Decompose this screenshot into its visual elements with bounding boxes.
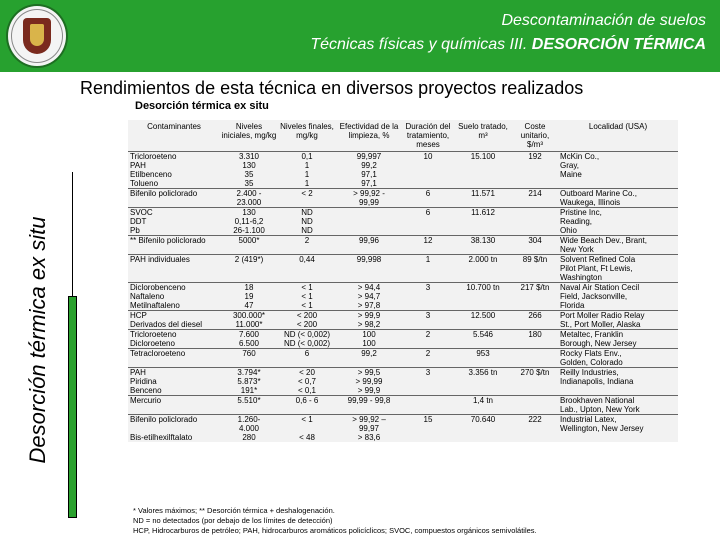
table-cell: < 1 < 1 < 1 — [278, 283, 336, 311]
table-cell: < 200 < 200 — [278, 311, 336, 330]
footnote: ND = no detectados (por debajo de los límites de detección) — [133, 516, 333, 525]
table-cell: 5000* — [220, 236, 278, 255]
table-cell: 18 19 47 — [220, 283, 278, 311]
header-title-line2 — [310, 36, 706, 54]
table-cell: Wide Beach Dev., Brant, New York — [558, 236, 678, 255]
table-cell: Naval Air Station Cecil Field, Jacksonville, Florida — [558, 283, 678, 311]
table-cell: 99,2 — [336, 349, 402, 368]
table-title: Desorción térmica ex situ — [135, 100, 269, 112]
table-cell — [512, 349, 558, 368]
col-header: Localidad (USA) — [558, 120, 678, 152]
col-header: Efectividad de la limpieza, % — [336, 120, 402, 152]
table-cell: 2.000 tn — [454, 255, 512, 283]
crest-emblem-icon — [30, 24, 44, 46]
table-cell: 89 $/tn — [512, 255, 558, 283]
table-cell: 6 — [402, 189, 454, 208]
col-header: Niveles finales, mg/kg — [278, 120, 336, 152]
table-cell: Tricloroeteno PAH Etilbenceno Tolueno — [130, 152, 177, 188]
table-cell: Port Moller Radio Relay St., Port Moller, Alaska — [558, 311, 678, 330]
table-body — [128, 152, 678, 443]
table-cell: 304 — [512, 236, 558, 255]
university-crest-logo — [6, 4, 68, 68]
table-cell: Industrial Latex, Wellington, New Jersey — [558, 415, 678, 443]
table-cell: 12.500 — [454, 311, 512, 330]
table-cell: 222 — [512, 415, 558, 443]
header-bar — [0, 0, 720, 72]
table-cell: Rocky Flats Env., Golden, Colorado — [558, 349, 678, 368]
table-cell — [512, 396, 558, 415]
table-row — [128, 283, 678, 311]
header-title-line2-prefix: Técnicas físicas y químicas III. — [310, 36, 532, 53]
table-cell: 214 — [512, 189, 558, 208]
table-cell: 12 — [402, 236, 454, 255]
side-accent-bar — [68, 296, 77, 518]
table-cell: HCP Derivados del diesel — [128, 311, 220, 330]
table-cell: > 99,92 – 99,97 > 83,6 — [336, 415, 402, 443]
table-cell: Mercurio — [128, 396, 220, 415]
table-cell: Bifenilo policlorado — [128, 189, 220, 208]
table-cell: 6 — [278, 349, 336, 368]
table-cell: 3 — [402, 368, 454, 396]
table-cell: 10 — [423, 152, 433, 161]
table-cell: 3.310 130 35 35 — [238, 152, 260, 188]
table-cell: 0,44 — [278, 255, 336, 283]
table-cell: ** Bifenilo policlorado — [128, 236, 220, 255]
table-cell: 10.700 tn — [454, 283, 512, 311]
table-cell — [512, 208, 558, 236]
table-cell: 1 — [402, 255, 454, 283]
table-cell: 270 $/tn — [512, 368, 558, 396]
table-row — [128, 236, 678, 255]
table-cell: Diclorobenceno Naftaleno Metilnaftaleno — [128, 283, 220, 311]
table-cell: 15 — [402, 415, 454, 443]
table-cell: 2 — [402, 330, 454, 349]
table-cell: 11.612 — [454, 208, 512, 236]
table-cell: 99,998 — [336, 255, 402, 283]
table-cell: 192 — [528, 152, 542, 161]
table-cell: 2 — [402, 349, 454, 368]
table-row — [128, 208, 678, 236]
table-row — [128, 415, 678, 443]
table-cell: Pristine Inc, Reading, Ohio — [558, 208, 678, 236]
table-cell: 2.400 - 23.000 — [220, 189, 278, 208]
table-cell: 2 — [278, 236, 336, 255]
table-cell: 2 (419*) — [220, 255, 278, 283]
table-cell: > 99,9 > 98,2 — [336, 311, 402, 330]
table-cell: SVOC DDT Pb — [128, 208, 220, 236]
table-cell: Brookhaven National Lab., Upton, New York — [558, 396, 678, 415]
vertical-side-label: Desorción térmica ex situ — [25, 216, 50, 464]
header-title-line1: Descontaminación de suelos — [501, 12, 706, 29]
table-row — [128, 152, 678, 189]
table-row — [128, 330, 678, 349]
table-cell: McKin Co., Gray, Maine — [560, 152, 600, 179]
table-cell: Bifenilo policlorado Bis-etilhexilftalato — [128, 415, 220, 443]
table-cell: 300.000* 11.000* — [220, 311, 278, 330]
col-header: Suelo tratado, m³ — [454, 120, 512, 152]
table-cell — [336, 208, 402, 236]
table-cell: 99,99 - 99,8 — [336, 396, 402, 415]
table-footnotes — [133, 506, 537, 536]
table-header-row — [128, 120, 678, 152]
table-cell: Tetracloroeteno — [128, 349, 220, 368]
col-header: Duración del tratamiento, meses — [402, 120, 454, 152]
table-row — [128, 349, 678, 368]
table-cell: 130 0,11-6,2 26-1.100 — [220, 208, 278, 236]
table-cell: 7.600 6.500 — [220, 330, 278, 349]
table-cell: 70.640 — [454, 415, 512, 443]
table-cell: 5.546 — [454, 330, 512, 349]
table-cell: Metaltec, Franklin Borough, New Jersey — [558, 330, 678, 349]
table-cell: 15.100 — [470, 152, 496, 161]
table-cell: 5.510* — [220, 396, 278, 415]
table-cell: > 99,92 - 99,99 — [336, 189, 402, 208]
footnote: * Valores máximos; ** Desorción térmica + deshalogenación. — [133, 506, 335, 515]
table-cell: 11.571 — [454, 189, 512, 208]
table-cell: 3.794* 5.873* 191* — [220, 368, 278, 396]
table-row — [128, 255, 678, 283]
table-cell: 217 $/tn — [512, 283, 558, 311]
table-cell: PAH Piridina Benceno — [128, 368, 220, 396]
table-cell: 266 — [512, 311, 558, 330]
table-row — [128, 396, 678, 415]
table-cell: ND ND ND — [278, 208, 336, 236]
table-cell: 180 — [512, 330, 558, 349]
table-row — [128, 311, 678, 330]
results-table — [128, 120, 678, 442]
table-cell: 3 — [402, 283, 454, 311]
table-cell: 1.260- 4.000 280 — [220, 415, 278, 443]
table-cell: 0,6 - 6 — [278, 396, 336, 415]
table-cell: Outboard Marine Co., Waukega, Illinois — [558, 189, 678, 208]
col-header: Niveles iniciales, mg/kg — [220, 120, 278, 152]
table-cell: 6 — [402, 208, 454, 236]
table-row — [128, 189, 678, 208]
slide-subtitle: Rendimientos de esta técnica en diversos proyectos realizados — [80, 78, 584, 98]
table-cell: PAH individuales — [128, 255, 220, 283]
col-header: Coste unitario, $/m³ — [512, 120, 558, 152]
table-cell: 1,4 tn — [454, 396, 512, 415]
table-cell: 38.130 — [454, 236, 512, 255]
table-cell: 100 100 — [336, 330, 402, 349]
table-cell: 99,96 — [336, 236, 402, 255]
table-cell: > 94,4 > 94,7 > 97,8 — [336, 283, 402, 311]
table-row — [128, 368, 678, 396]
table-cell: 0,1 1 1 1 — [301, 152, 313, 188]
table-cell: < 1 < 48 — [278, 415, 336, 443]
table-cell: < 20 < 0,7 < 0,1 — [278, 368, 336, 396]
table-cell: 953 — [454, 349, 512, 368]
table-cell: 760 — [220, 349, 278, 368]
table-cell: 3.356 tn — [454, 368, 512, 396]
table-cell — [402, 396, 454, 415]
table-cell: > 99,5 > 99,99 > 99,9 — [336, 368, 402, 396]
table-cell: Reilly Industries, Indianapolis, Indiana — [558, 368, 678, 396]
table-cell: 99,997 99,2 97,1 97,1 — [356, 152, 382, 188]
table-cell: < 2 — [278, 189, 336, 208]
table-cell: 3 — [402, 311, 454, 330]
header-title-line2-bold: DESORCIÓN TÉRMICA — [531, 36, 706, 53]
table-cell: Solvent Refined Cola Pilot Plant, Ft Lewis, Washington — [558, 255, 678, 283]
table-cell: ND (< 0,002) ND (< 0,002) — [278, 330, 336, 349]
col-header: Contaminantes — [128, 120, 220, 152]
footnote: HCP, Hidrocarburos de petróleo; PAH, hidrocarburos aromáticos policíclicos; SVOC, compuestos orgánicos semivolátiles. — [133, 526, 537, 535]
table-cell: Tricloroeteno Dicloroeteno — [128, 330, 220, 349]
